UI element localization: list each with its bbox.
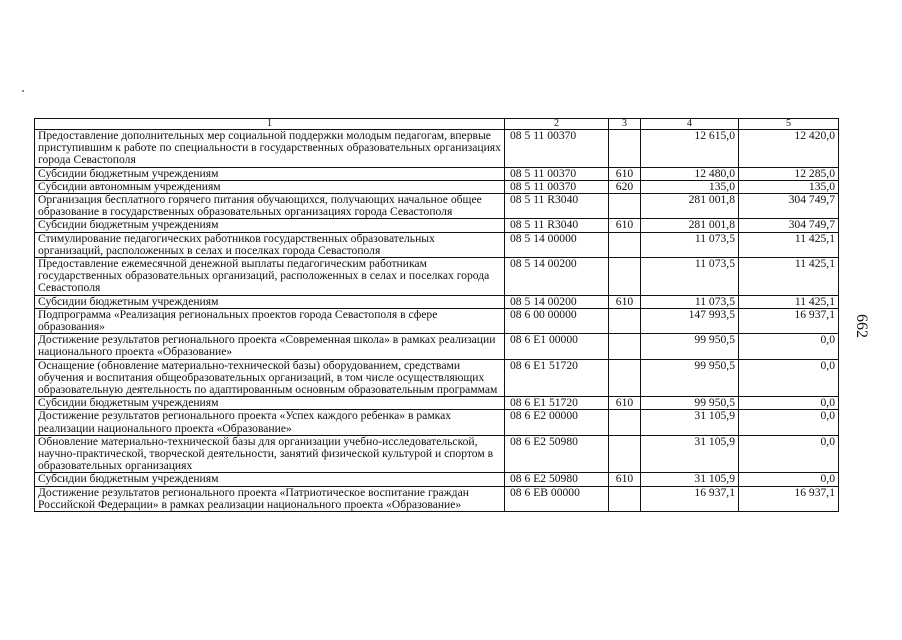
cell-name: Предоставление дополнительных мер социальной поддержки молодым педагогам, впервые приступившим к работе по специальности в государственных образовательных организациях города Севастополя	[35, 130, 505, 168]
cell-code: 08 5 11 R3040	[505, 219, 609, 232]
cell-code: 08 5 11 R3040	[505, 194, 609, 219]
table-row	[35, 334, 839, 359]
cell-expense-type	[609, 435, 641, 473]
scan-speck	[22, 90, 24, 92]
cell-code: 08 6 E2 50980	[505, 473, 609, 486]
column-header: 4	[641, 119, 739, 130]
cell-code: 08 5 11 00370	[505, 180, 609, 193]
cell-expense-type	[609, 359, 641, 397]
page-number: 662	[853, 314, 870, 338]
cell-expense-type	[609, 308, 641, 333]
cell-name: Субсидии бюджетным учреждениям	[35, 473, 505, 486]
cell-code: 08 5 14 00200	[505, 295, 609, 308]
cell-expense-type: 610	[609, 167, 641, 180]
cell-name: Стимулирование педагогических работников государственных образовательных организаций, расположенных в селах и поселках города Севастополя	[35, 232, 505, 257]
table-row	[35, 473, 839, 486]
table-row	[35, 359, 839, 397]
table-row	[35, 258, 839, 296]
cell-amount-col5: 0,0	[739, 359, 839, 397]
cell-name: Организация бесплатного горячего питания обучающихся, получающих начальное общее образование в государственных образовательных организациях города Севастополя	[35, 194, 505, 219]
table-row	[35, 295, 839, 308]
cell-amount-col5: 16 937,1	[739, 486, 839, 511]
cell-expense-type	[609, 130, 641, 168]
cell-name: Достижение результатов регионального проекта «Успех каждого ребенка» в рамках реализации национального проекта «Образование»	[35, 410, 505, 435]
cell-amount-col5: 11 425,1	[739, 258, 839, 296]
cell-amount-col5: 135,0	[739, 180, 839, 193]
cell-code: 08 6 E1 51720	[505, 359, 609, 397]
cell-amount-col4: 135,0	[641, 180, 739, 193]
cell-amount-col5: 16 937,1	[739, 308, 839, 333]
cell-name: Субсидии бюджетным учреждениям	[35, 295, 505, 308]
cell-expense-type	[609, 410, 641, 435]
cell-expense-type	[609, 486, 641, 511]
cell-expense-type	[609, 334, 641, 359]
cell-expense-type	[609, 258, 641, 296]
cell-code: 08 6 E1 51720	[505, 397, 609, 410]
cell-amount-col4: 31 105,9	[641, 473, 739, 486]
cell-code: 08 5 11 00370	[505, 130, 609, 168]
cell-expense-type: 610	[609, 473, 641, 486]
cell-name: Обновление материально-технической базы для организации учебно-исследовательской, научно-практической, творческой деятельности, занятий физической культурой и спортом в образовательных организациях	[35, 435, 505, 473]
cell-expense-type	[609, 194, 641, 219]
cell-expense-type	[609, 232, 641, 257]
table-row	[35, 410, 839, 435]
cell-code: 08 5 14 00200	[505, 258, 609, 296]
table-row	[35, 435, 839, 473]
cell-amount-col5: 304 749,7	[739, 194, 839, 219]
cell-amount-col5: 11 425,1	[739, 295, 839, 308]
cell-code: 08 5 14 00000	[505, 232, 609, 257]
cell-amount-col5: 0,0	[739, 435, 839, 473]
cell-amount-col5: 12 285,0	[739, 167, 839, 180]
cell-amount-col4: 11 073,5	[641, 258, 739, 296]
cell-name: Субсидии автономным учреждениям	[35, 180, 505, 193]
cell-amount-col5: 0,0	[739, 397, 839, 410]
table-header-row	[35, 119, 839, 130]
column-header: 1	[35, 119, 505, 130]
table-row	[35, 194, 839, 219]
table-row	[35, 232, 839, 257]
cell-expense-type: 610	[609, 397, 641, 410]
column-header: 5	[739, 119, 839, 130]
cell-code: 08 6 00 00000	[505, 308, 609, 333]
column-header: 2	[505, 119, 609, 130]
cell-amount-col5: 0,0	[739, 473, 839, 486]
cell-name: Субсидии бюджетным учреждениям	[35, 219, 505, 232]
budget-table	[34, 118, 839, 512]
cell-code: 08 6 E1 00000	[505, 334, 609, 359]
table-row	[35, 130, 839, 168]
table-row	[35, 167, 839, 180]
budget-table-body	[35, 119, 839, 512]
cell-name: Субсидии бюджетным учреждениям	[35, 167, 505, 180]
cell-amount-col5: 304 749,7	[739, 219, 839, 232]
cell-expense-type: 610	[609, 295, 641, 308]
cell-amount-col5: 0,0	[739, 334, 839, 359]
cell-amount-col4: 147 993,5	[641, 308, 739, 333]
cell-amount-col5: 0,0	[739, 410, 839, 435]
cell-name: Субсидии бюджетным учреждениям	[35, 397, 505, 410]
cell-expense-type: 610	[609, 219, 641, 232]
cell-amount-col4: 12 480,0	[641, 167, 739, 180]
table-row	[35, 308, 839, 333]
cell-amount-col4: 16 937,1	[641, 486, 739, 511]
table-row	[35, 219, 839, 232]
cell-name: Достижение результатов регионального проекта «Современная школа» в рамках реализации национального проекта «Образование»	[35, 334, 505, 359]
cell-amount-col4: 11 073,5	[641, 232, 739, 257]
column-header: 3	[609, 119, 641, 130]
cell-name: Достижение результатов регионального проекта «Патриотическое воспитание граждан Российской Федерации» в рамках реализации национального проекта «Образование»	[35, 486, 505, 511]
cell-amount-col4: 281 001,8	[641, 219, 739, 232]
cell-name: Оснащение (обновление материально-технической базы) оборудованием, средствами обучения и воспитания общеобразовательных организаций, в том числе осуществляющих образовательную деятельность по адаптированным основным образовательным программам	[35, 359, 505, 397]
cell-name: Подпрограмма «Реализация региональных проектов города Севастополя в сфере образования»	[35, 308, 505, 333]
cell-amount-col4: 11 073,5	[641, 295, 739, 308]
cell-code: 08 6 EB 00000	[505, 486, 609, 511]
cell-amount-col4: 12 615,0	[641, 130, 739, 168]
table-row	[35, 486, 839, 511]
cell-code: 08 6 E2 50980	[505, 435, 609, 473]
table-row	[35, 397, 839, 410]
table-row	[35, 180, 839, 193]
cell-amount-col4: 99 950,5	[641, 334, 739, 359]
cell-amount-col4: 31 105,9	[641, 435, 739, 473]
cell-amount-col4: 31 105,9	[641, 410, 739, 435]
cell-amount-col4: 281 001,8	[641, 194, 739, 219]
cell-amount-col5: 11 425,1	[739, 232, 839, 257]
cell-expense-type: 620	[609, 180, 641, 193]
cell-code: 08 6 E2 00000	[505, 410, 609, 435]
cell-amount-col4: 99 950,5	[641, 359, 739, 397]
cell-code: 08 5 11 00370	[505, 167, 609, 180]
cell-name: Предоставление ежемесячной денежной выплаты педагогическим работникам государственных образовательных организаций, расположенных в селах и поселках города Севастополя	[35, 258, 505, 296]
cell-amount-col4: 99 950,5	[641, 397, 739, 410]
cell-amount-col5: 12 420,0	[739, 130, 839, 168]
